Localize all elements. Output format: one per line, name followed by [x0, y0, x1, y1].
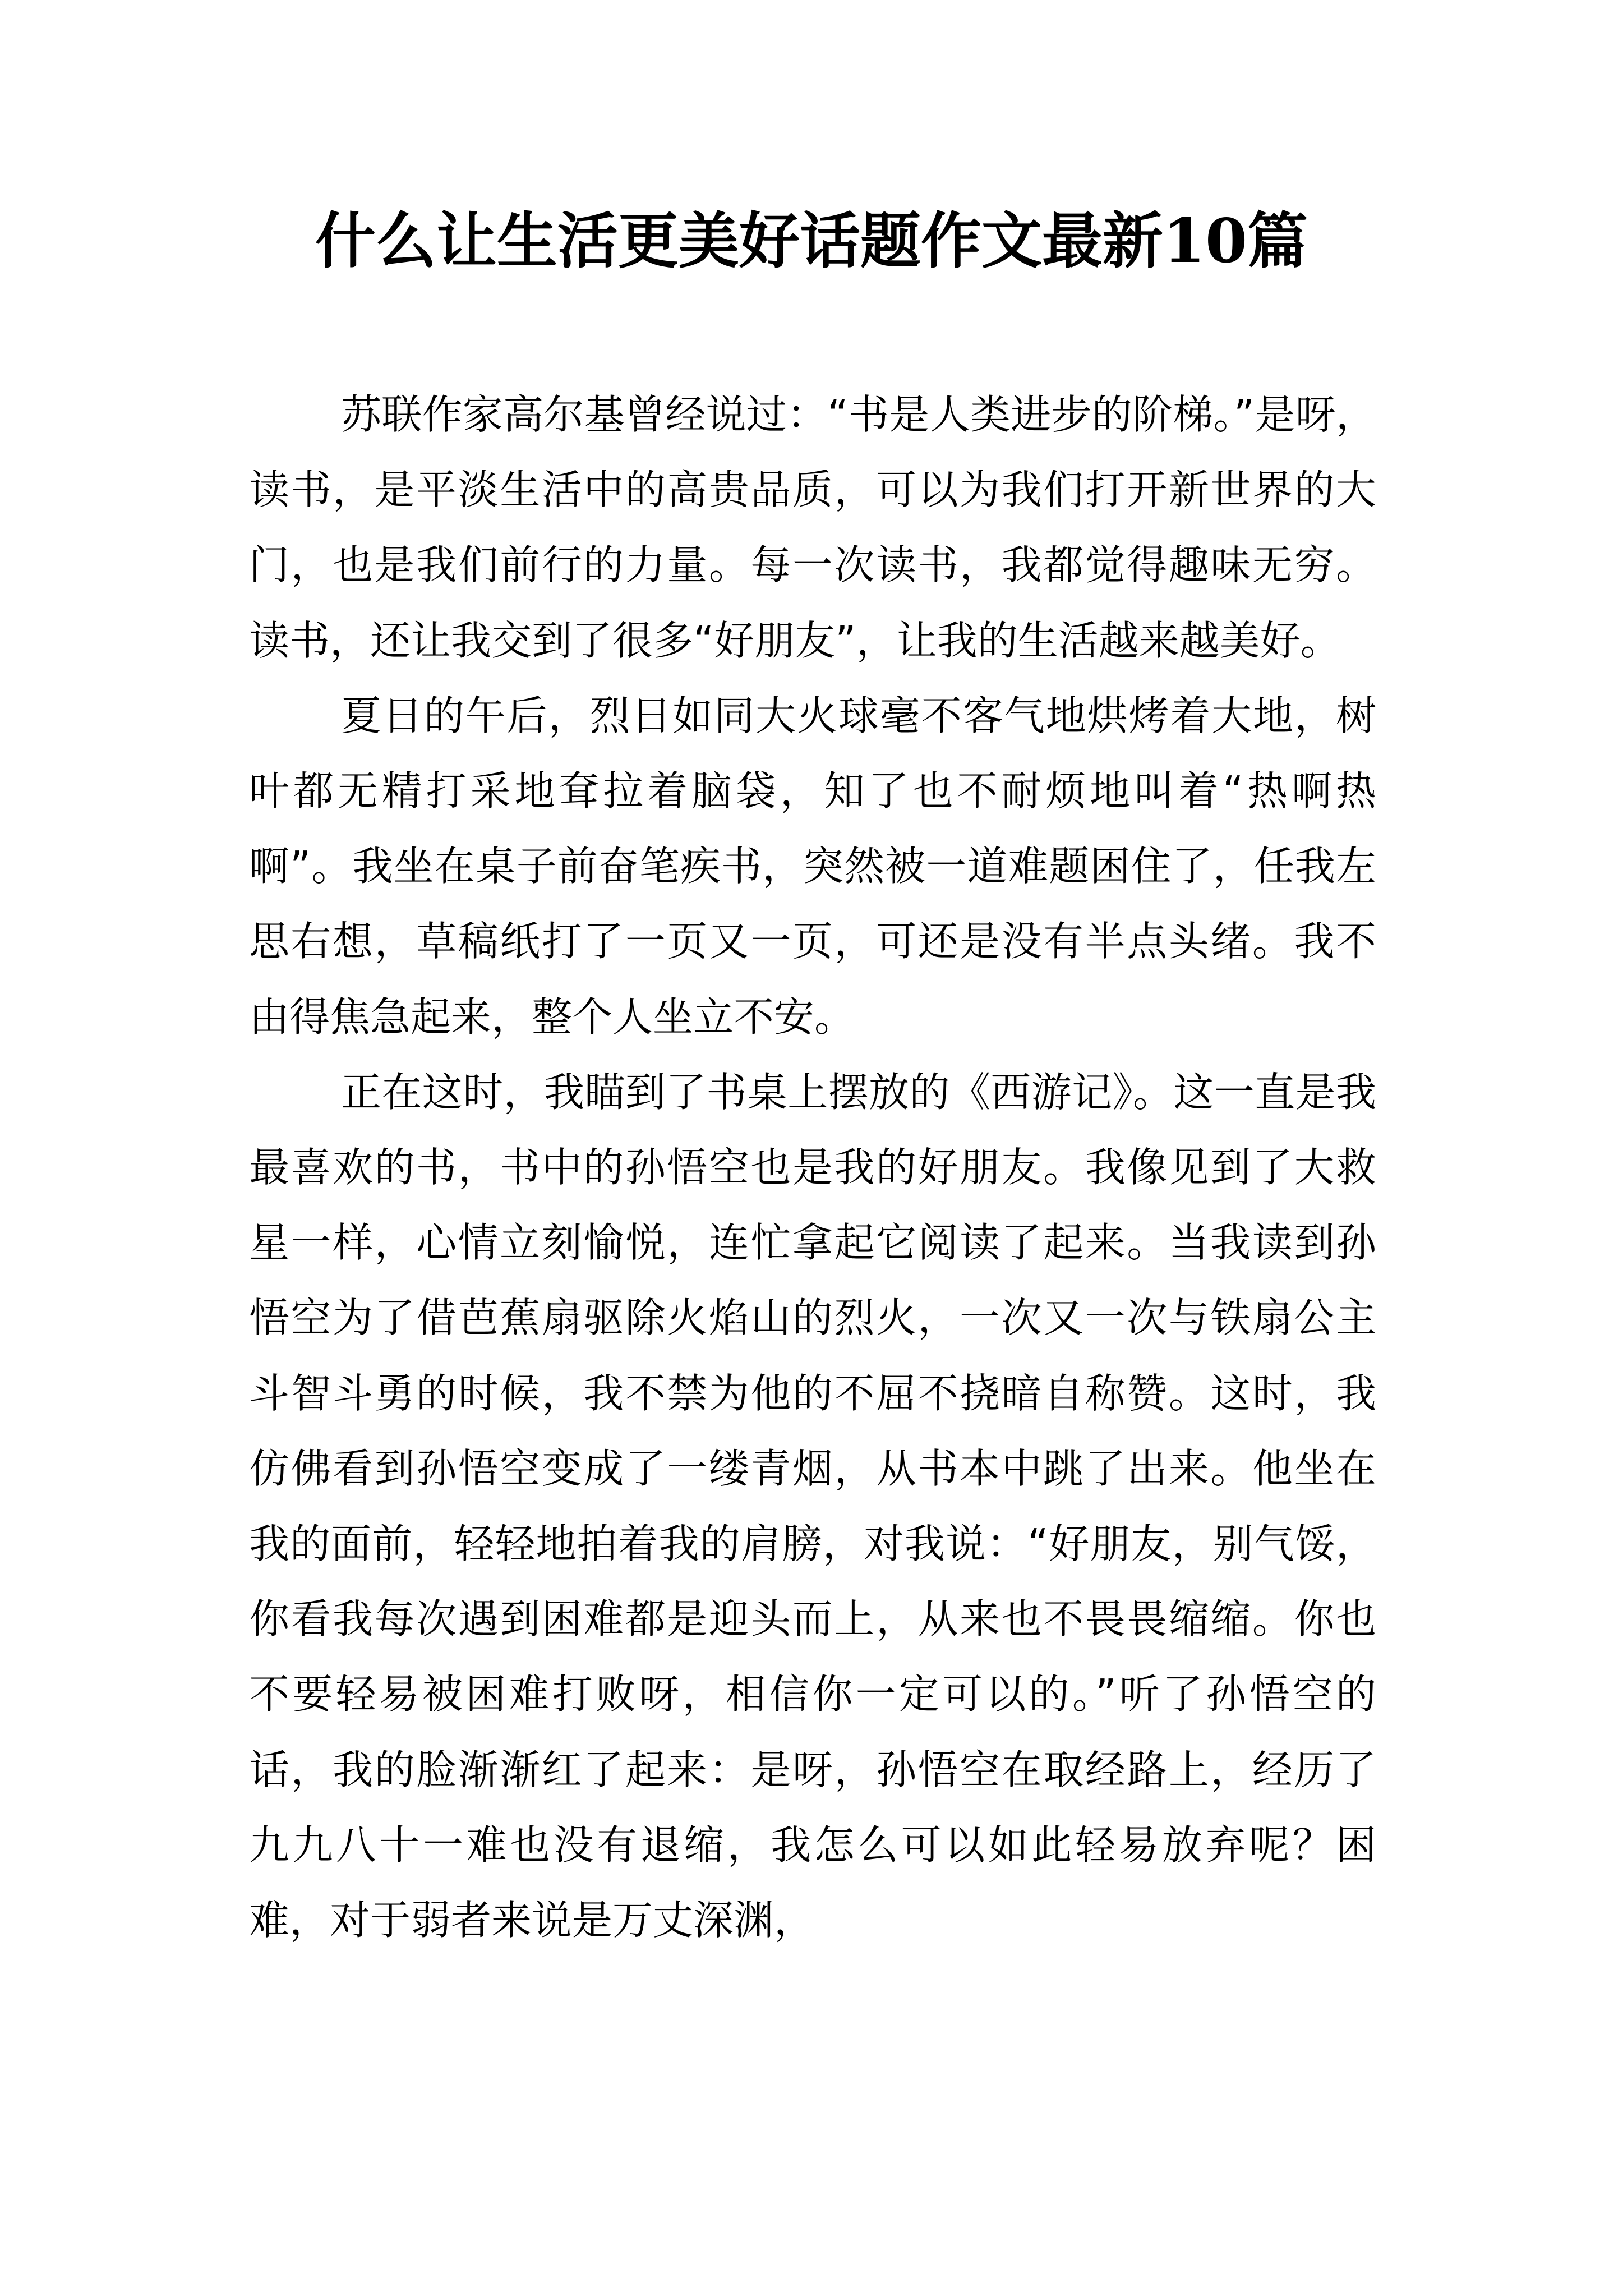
paragraph: 苏联作家高尔基曾经说过：“书是人类进步的阶梯。”是呀，读书，是平淡生活中的高贵品质，可以为我们打开新世界的大门，也是我们前行的力量。每一次读书，我都觉得趣味无穷。读书，还让我交到了很多“好朋友”，让我的生活越来越美好。 [249, 391, 1376, 664]
paragraph: 夏日的午后，烈日如同大火球毫不客气地烘烤着大地，树叶都无精打采地耷拉着脑袋，知了也不耐烦地叫着“热啊热啊”。我坐在桌子前奋笔疾书，突然被一道难题困住了，任我左思右想，草稿纸打了一页又一页，可还是没有半点头绪。我不由得焦急起来，整个人坐立不安。 [249, 692, 1376, 1041]
paragraph: 正在这时，我瞄到了书桌上摆放的《西游记》。这一直是我最喜欢的书，书中的孙悟空也是我的好朋友。我像见到了大救星一样，心情立刻愉悦，连忙拿起它阅读了起来。当我读到孙悟空为了借芭蕉扇驱除火焰山的烈火，一次又一次与铁扇公主斗智斗勇的时候，我不禁为他的不屈不挠暗自称赞。这时，我仿佛看到孙悟空变成了一缕青烟，从书本中跳了出来。他坐在我的面前，轻轻地拍着我的肩膀，对我说：“好朋友，别气馁，你看我每次遇到困难都是迎头而上，从来也不畏畏缩缩。你也不要轻易被困难打败呀，相信你一定可以的。”听了孙悟空的话，我的脸渐渐红了起来：是呀，孙悟空在取经路上，经历了九九八十一难也没有退缩，我怎么可以如此轻易放弃呢？困难，对于弱者来说是万丈深渊， [249, 1068, 1376, 1944]
document-body [249, 377, 1376, 1958]
document-title: 什么让生活更美好话题作文最新10篇 [315, 206, 1308, 277]
